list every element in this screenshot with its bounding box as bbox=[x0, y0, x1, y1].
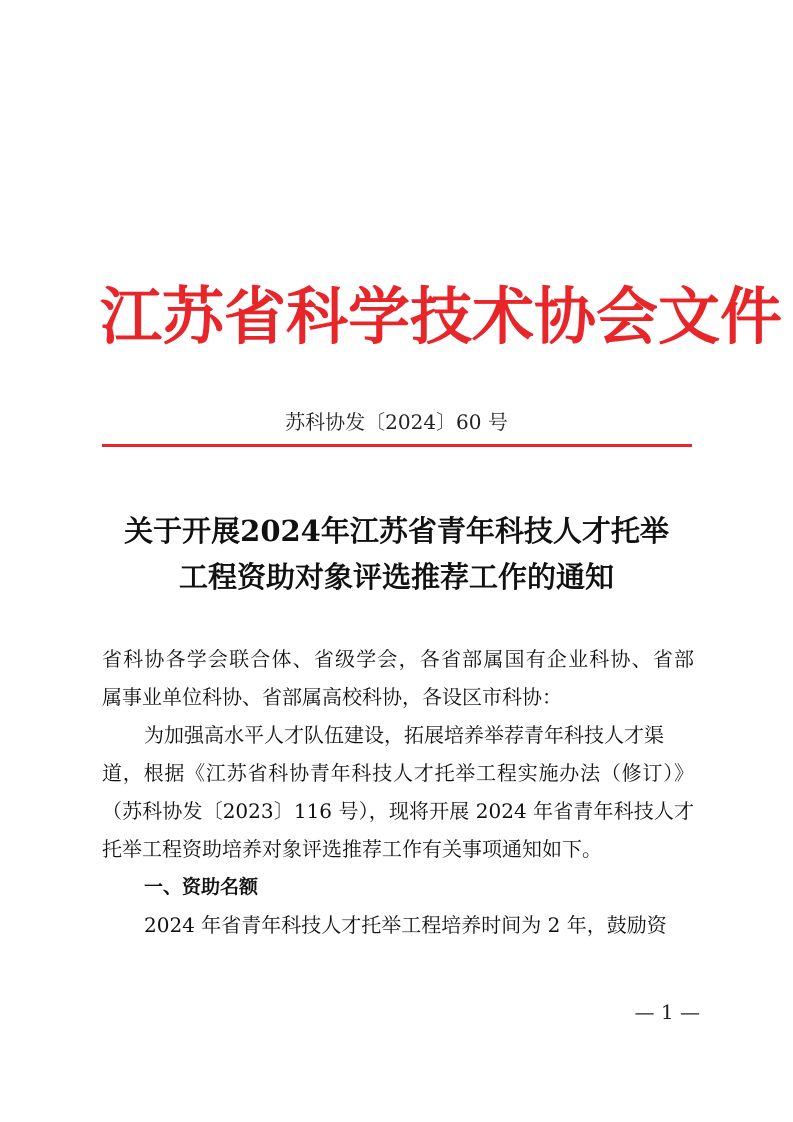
page-number: — 1 — bbox=[634, 1000, 700, 1024]
paragraph-line-2: 道，根据《江苏省科协青年科技人才托举工程实施办法（修订）》 bbox=[102, 761, 694, 785]
document-title bbox=[90, 508, 703, 600]
document-body bbox=[102, 640, 694, 944]
document-title-line-1: 关于开展2024年江苏省青年科技人才托举 bbox=[124, 514, 669, 548]
document-title-line-2: 工程资助对象评选推荐工作的通知 bbox=[178, 560, 614, 594]
addressee-line-1: 省科协各学会联合体、省级学会，各省部属国有企业科协、省部 bbox=[102, 647, 694, 671]
red-divider-line bbox=[102, 444, 692, 447]
section-paragraph-line-1: 2024 年省青年科技人才托举工程培养时间为 2 年，鼓励资 bbox=[144, 913, 667, 937]
paragraph-line-3: （苏科协发〔2023〕116 号），现将开展 2024 年省青年科技人才 bbox=[102, 799, 694, 823]
document-number: 苏科协发〔2024〕60 号 bbox=[285, 410, 508, 434]
paragraph-line-1: 为加强高水平人才队伍建设，拓展培养举荐青年科技人才渠 bbox=[144, 723, 664, 747]
document-masthead: 江苏省科学技术协会文件 bbox=[100, 280, 783, 353]
section-heading-quota: 一、资助名额 bbox=[144, 876, 259, 898]
paragraph-line-4: 托举工程资助培养对象评选推荐工作有关事项通知如下。 bbox=[102, 837, 602, 861]
addressee-line-2: 属事业单位科协、省部属高校科协，各设区市科协： bbox=[102, 685, 562, 709]
